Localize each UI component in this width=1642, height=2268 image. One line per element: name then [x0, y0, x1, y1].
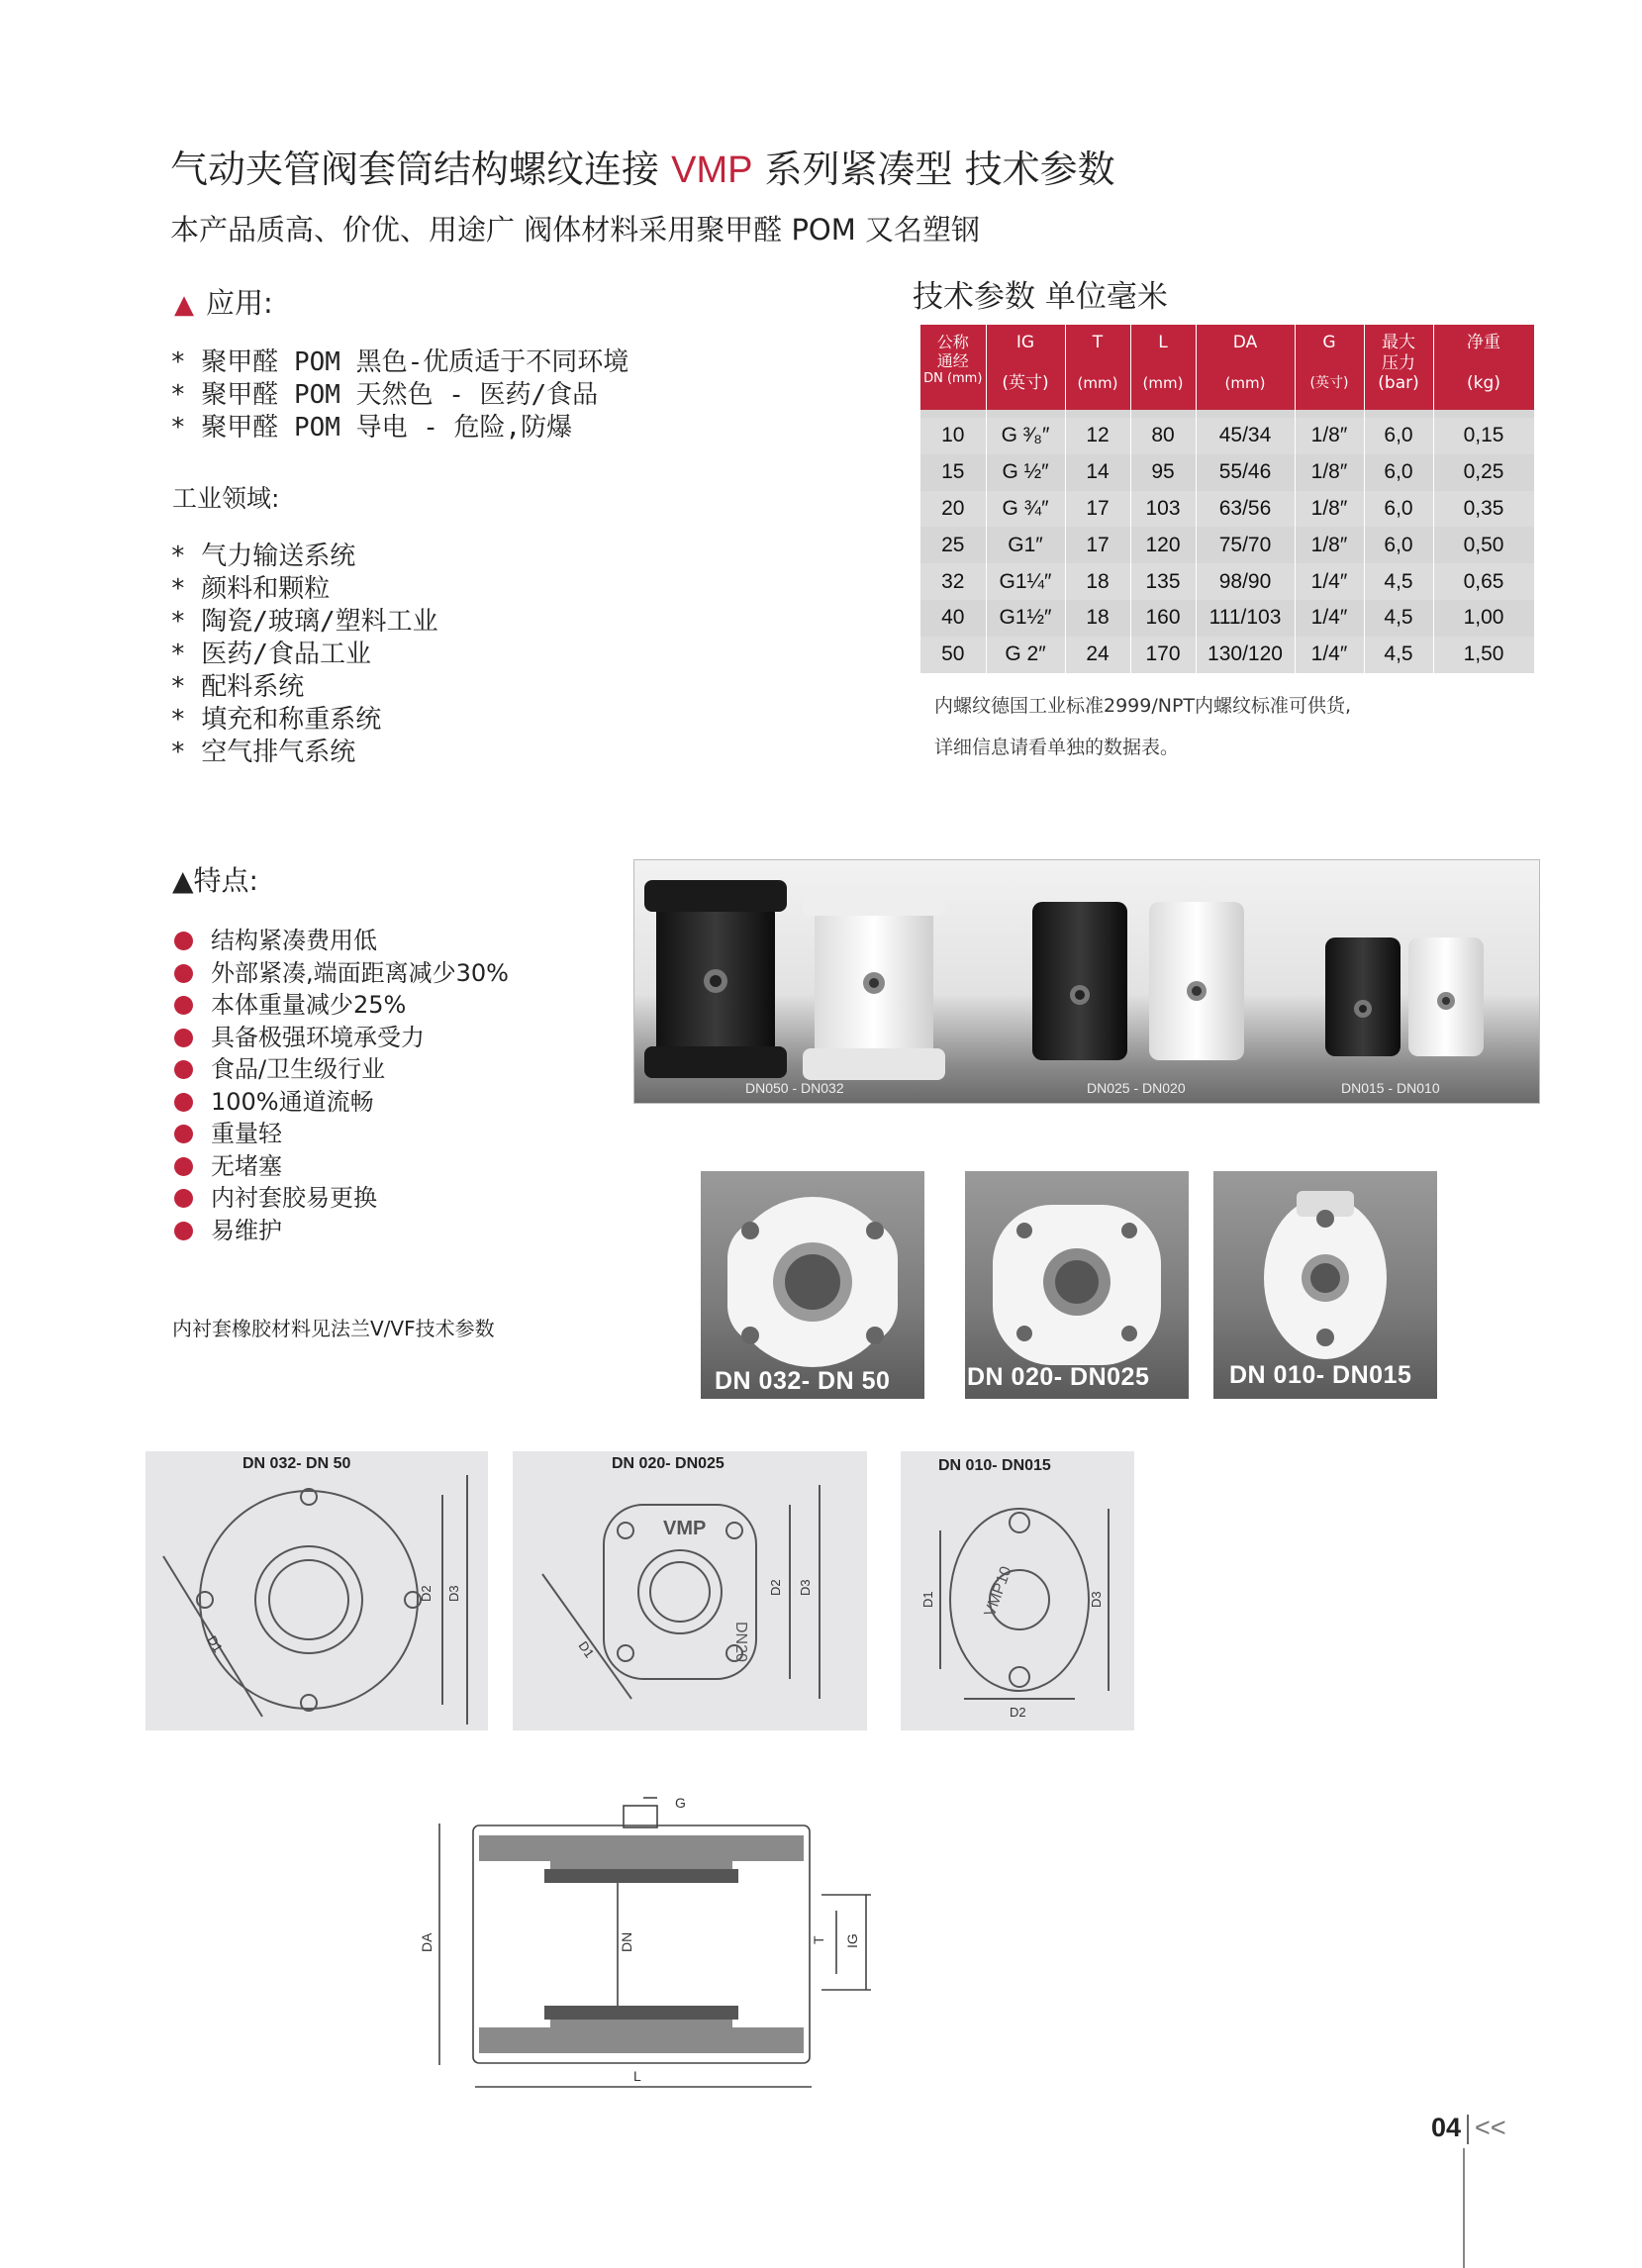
table-row	[920, 637, 1534, 673]
bullet-icon	[174, 932, 193, 950]
valve-product-illustration	[634, 860, 1539, 1103]
table-note-2: 详细信息请看单独的数据表。	[934, 737, 1180, 758]
list-item: * 医药/食品工业	[170, 640, 371, 669]
table-cell: 6,0	[1364, 454, 1433, 491]
application-heading-label: 应用:	[206, 286, 273, 320]
spec-table-title: 技术参数 单位毫米	[913, 279, 1168, 315]
drawing-caption: DN 020- DN025	[612, 1455, 724, 1472]
table-header-row	[920, 325, 1534, 410]
bullet-icon	[174, 964, 193, 983]
table-row	[920, 454, 1534, 491]
col-header-g: G (英寸)	[1295, 325, 1364, 410]
table-cell: 4,5	[1364, 637, 1433, 673]
table-note-1: 内螺纹德国工业标准2999/NPT内螺纹标准可供货,	[934, 695, 1352, 717]
list-item: * 填充和称重系统	[170, 705, 382, 735]
divider	[1467, 2115, 1469, 2144]
table-cell: 1/8″	[1295, 454, 1364, 491]
table-cell: 63/56	[1196, 491, 1295, 528]
table-cell: 18	[1065, 600, 1130, 637]
dim-label-d2: D2	[1010, 1705, 1026, 1720]
page-subtitle: 本产品质高、价优、用途广 阀体材料采用聚甲醛 POM 又名塑钢	[170, 213, 980, 247]
table-cell: G1″	[986, 527, 1065, 563]
bullet-icon	[174, 1093, 193, 1112]
dim-label-d3: D3	[798, 1579, 813, 1596]
table-cell: 1/8″	[1295, 491, 1364, 528]
product-photo	[633, 859, 1540, 1104]
vmp-mark: VMP	[663, 1518, 707, 1539]
photo-caption: DN015 - DN010	[1341, 1080, 1440, 1096]
table-cell: G1¼″	[986, 563, 1065, 600]
table-cell: 24	[1065, 637, 1130, 673]
table-cell: 1/8″	[1295, 418, 1364, 454]
list-item: * 气力输送系统	[170, 542, 356, 571]
list-item: 具备极强环境承受力	[174, 1022, 509, 1054]
col-header-da: DA (mm)	[1196, 325, 1295, 410]
dim-label-d2: D2	[768, 1579, 783, 1596]
col-header-pressure: 最大 压力 (bar)	[1364, 325, 1433, 410]
table-cell: 10	[920, 418, 986, 454]
list-item: 易维护	[174, 1215, 509, 1247]
margin-line	[1463, 2148, 1465, 2268]
end-photo-caption: DN 032- DN 50	[715, 1367, 891, 1395]
list-item: 外部紧凑,端面距离减少30%	[174, 957, 509, 990]
list-item: 本体重量减少25%	[174, 989, 509, 1022]
dim-label-d1: D1	[920, 1591, 935, 1608]
list-item: 重量轻	[174, 1118, 509, 1150]
drawing-caption: DN 032- DN 50	[242, 1455, 351, 1472]
list-item: 食品/卫生级行业	[174, 1053, 509, 1086]
table-row	[920, 527, 1534, 563]
table-cell: 17	[1065, 527, 1130, 563]
bullet-icon	[174, 1157, 193, 1176]
table-cell: 40	[920, 600, 986, 637]
material-list	[170, 346, 628, 444]
list-item: * 颜料和颗粒	[170, 574, 331, 604]
dim-label-dn: DN	[619, 1931, 634, 1952]
spec-table	[920, 325, 1535, 673]
table-cell: 17	[1065, 491, 1130, 528]
application-heading	[174, 281, 273, 322]
dim-label-d2: D2	[419, 1585, 434, 1602]
title-prefix: 气动夹管阀套筒结构螺纹连接	[170, 148, 672, 191]
table-cell: 6,0	[1364, 418, 1433, 454]
dim-label-d3: D3	[446, 1585, 461, 1602]
dim-label-d3: D3	[1089, 1591, 1104, 1608]
list-item: * 聚甲醛 POM 黑色-优质适于不同环境	[170, 347, 629, 377]
page-number: 04 <<	[1431, 2113, 1506, 2142]
table-cell: 50	[920, 637, 986, 673]
col-header-weight: 净重 (kg)	[1433, 325, 1534, 410]
dim-label-g: G	[675, 1795, 686, 1811]
title-highlight: VMP	[671, 149, 753, 191]
table-cell: 95	[1130, 454, 1196, 491]
drawing-dn10-15	[901, 1451, 1134, 1730]
section-drawing	[416, 1792, 871, 2089]
flange-drawing	[513, 1451, 867, 1730]
table-cell: 1/8″	[1295, 527, 1364, 563]
industry-heading: 工业领域:	[172, 484, 280, 513]
chevron-left-icon: <<	[1475, 2113, 1506, 2142]
table-cell: 15	[920, 454, 986, 491]
table-cell: 1,00	[1433, 600, 1534, 637]
col-header-dn: 公称 通经 DN (mm)	[920, 325, 986, 410]
flange-drawing	[145, 1451, 488, 1730]
bullet-icon	[174, 1029, 193, 1047]
table-cell: 120	[1130, 527, 1196, 563]
table-cell: 1,50	[1433, 637, 1534, 673]
bullet-icon	[174, 1060, 193, 1079]
drawing-dn20-25	[513, 1451, 867, 1730]
table-cell: 55/46	[1196, 454, 1295, 491]
table-cell: 160	[1130, 600, 1196, 637]
feature-list	[174, 925, 509, 1246]
vmp10-mark: VMP10	[981, 1564, 1015, 1620]
table-cell: 75/70	[1196, 527, 1295, 563]
table-cell: 4,5	[1364, 600, 1433, 637]
list-item: * 聚甲醛 POM 天然色 - 医药/食品	[170, 380, 599, 410]
table-cell: 45/34	[1196, 418, 1295, 454]
bullet-icon	[174, 1222, 193, 1240]
table-cell: 4,5	[1364, 563, 1433, 600]
table-cell: 32	[920, 563, 986, 600]
table-cell: 80	[1130, 418, 1196, 454]
table-cell: 170	[1130, 637, 1196, 673]
list-item: * 聚甲醛 POM 导电 - 危险,防爆	[170, 413, 573, 443]
drawing-caption: DN 010- DN015	[938, 1457, 1051, 1474]
dim-label-l: L	[633, 2068, 641, 2084]
list-item: 无堵塞	[174, 1150, 509, 1183]
table-cell: 6,0	[1364, 491, 1433, 528]
list-item: 100%通道流畅	[174, 1086, 509, 1119]
table-cell: 98/90	[1196, 563, 1295, 600]
table-row	[920, 563, 1534, 600]
table-cell: 14	[1065, 454, 1130, 491]
end-view-illustration	[701, 1171, 924, 1399]
table-cell: 25	[920, 527, 986, 563]
dim-label-t: T	[811, 1935, 826, 1944]
drawing-dn32-50	[145, 1451, 488, 1730]
dn20-mark: DN20	[732, 1622, 749, 1662]
col-header-l: L (mm)	[1130, 325, 1196, 410]
list-item: * 陶瓷/玻璃/塑料工业	[170, 607, 438, 637]
table-cell: 18	[1065, 563, 1130, 600]
dim-label-d1: D1	[204, 1632, 226, 1655]
table-cell: 103	[1130, 491, 1196, 528]
table-cell: 12	[1065, 418, 1130, 454]
table-spacer	[920, 410, 1534, 418]
table-cell: 20	[920, 491, 986, 528]
page-title	[170, 139, 1115, 193]
triangle-icon: ▲	[174, 290, 194, 320]
list-item: * 空气排气系统	[170, 738, 356, 767]
table-cell: 0,35	[1433, 491, 1534, 528]
table-cell: G1½″	[986, 600, 1065, 637]
table-cell: G ½″	[986, 454, 1065, 491]
industry-list	[170, 541, 438, 769]
dim-label-da: DA	[419, 1932, 435, 1952]
table-cell: 6,0	[1364, 527, 1433, 563]
table-cell: 135	[1130, 563, 1196, 600]
features-heading: ▲特点:	[172, 864, 258, 897]
table-cell: 0,50	[1433, 527, 1534, 563]
list-item: 结构紧凑费用低	[174, 925, 509, 957]
table-cell: G 2″	[986, 637, 1065, 673]
table-cell: 0,15	[1433, 418, 1534, 454]
col-header-t: T (mm)	[1065, 325, 1130, 410]
table-row	[920, 491, 1534, 528]
table-cell: G ³⁄₈″	[986, 418, 1065, 454]
photo-caption: DN050 - DN032	[745, 1080, 844, 1096]
dim-label-ig: IG	[844, 1933, 860, 1948]
bullet-icon	[174, 1125, 193, 1143]
list-item: 内衬套胶易更换	[174, 1182, 509, 1215]
bullet-icon	[174, 1189, 193, 1208]
liner-note: 内衬套橡胶材料见法兰V/VF技术参数	[172, 1317, 495, 1340]
col-header-ig: IG (英寸)	[986, 325, 1065, 410]
end-photo-dn32-50	[701, 1171, 924, 1399]
bullet-icon	[174, 996, 193, 1015]
table-cell: 1/4″	[1295, 637, 1364, 673]
table-cell: 111/103	[1196, 600, 1295, 637]
title-suffix: 系列紧凑型 技术参数	[752, 148, 1115, 191]
table-cell: 1/4″	[1295, 563, 1364, 600]
table-row	[920, 600, 1534, 637]
table-cell: 0,25	[1433, 454, 1534, 491]
end-photo-dn20-25	[965, 1171, 1189, 1399]
end-photo-caption: DN 010- DN015	[1229, 1361, 1412, 1389]
photo-caption: DN025 - DN020	[1087, 1080, 1186, 1096]
table-row	[920, 418, 1534, 454]
end-photo-dn10-15	[1213, 1171, 1437, 1399]
dim-label-d1: D1	[575, 1638, 598, 1661]
table-cell: 1/4″	[1295, 600, 1364, 637]
flange-drawing	[901, 1451, 1134, 1730]
end-photo-caption: DN 020- DN025	[967, 1363, 1150, 1391]
list-item: * 配料系统	[170, 672, 305, 702]
table-cell: G ¾″	[986, 491, 1065, 528]
table-cell: 130/120	[1196, 637, 1295, 673]
table-cell: 0,65	[1433, 563, 1534, 600]
